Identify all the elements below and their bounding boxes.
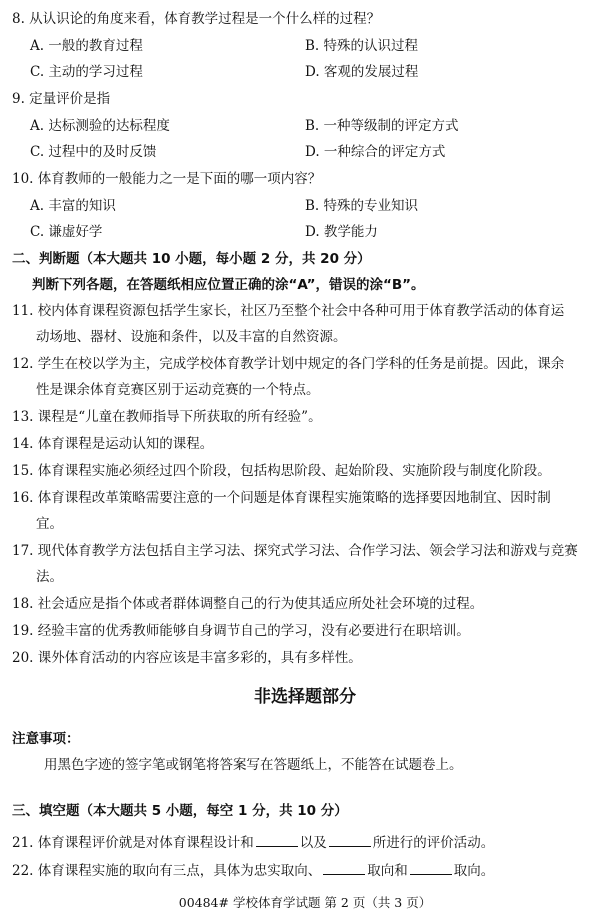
question-21-part3: 所进行的评价活动。: [372, 835, 495, 851]
option-9a: A. 达标测验的达标程度: [30, 118, 170, 134]
option-8c: C. 主动的学习过程: [30, 64, 143, 80]
question-12-line2: 性是课余体育竞赛区别于运动竞赛的一个特点。: [36, 382, 320, 398]
question-22: [12, 862, 610, 880]
option-9b: B. 一种等级制的评定方式: [305, 118, 459, 134]
answer-blank: [329, 834, 371, 847]
page-footer: 00484# 学校体育学试题 第 2 页（共 3 页）: [178, 895, 432, 910]
option-10c: C. 谦虚好学: [30, 224, 103, 240]
section2-heading: 二、判断题（本大题共 10 小题，每小题 2 分，共 20 分）: [12, 251, 371, 267]
section3-heading: 三、填空题（本大题共 5 小题，每空 1 分，共 10 分）: [12, 803, 348, 819]
option-8d: D. 客观的发展过程: [305, 64, 419, 80]
question-17-line1: 17. 现代体育教学方法包括自主学习法、探究式学习法、合作学习法、领会学习法和游戏与竞赛: [12, 543, 578, 559]
question-20: 20. 课外体育活动的内容应该是丰富多彩的，具有多样性。: [12, 650, 362, 666]
question-14: 14. 体育课程是运动认知的课程。: [12, 436, 214, 452]
question-21-part1: 21. 体育课程评价就是对体育课程设计和: [12, 835, 254, 851]
option-9c: C. 过程中的及时反馈: [30, 144, 157, 160]
question-13: 13. 课程是“儿童在教师指导下所获取的所有经验”。: [12, 409, 322, 425]
option-8b: B. 特殊的认识过程: [305, 38, 419, 54]
question-19: 19. 经验丰富的优秀教师能够自身调节自己的学习，没有必要进行在职培训。: [12, 623, 470, 639]
answer-blank: [256, 834, 298, 847]
question-22-part3: 取向。: [453, 863, 495, 879]
question-18: 18. 社会适应是指个体或者群体调整自己的行为使其适应所处社会环境的过程。: [12, 596, 484, 612]
question-8: 8. 从认识论的角度来看，体育教学过程是一个什么样的过程？: [12, 11, 381, 27]
notice-text: 用黑色字迹的签字笔或钢笔将答案写在答题纸上，不能答在试题卷上。: [44, 757, 463, 773]
option-10b: B. 特殊的专业知识: [305, 198, 419, 214]
notice-heading: 注意事项：: [12, 731, 80, 747]
option-8a: A. 一般的教育过程: [30, 38, 143, 54]
answer-blank: [323, 862, 365, 875]
question-16-line2: 宜。: [36, 516, 63, 532]
question-10: 10. 体育教师的一般能力之一是下面的哪一项内容？: [12, 171, 322, 187]
question-21: [12, 834, 610, 852]
question-12-line1: 12. 学生在校以学为主，完成学校体育教学计划中规定的各门学科的任务是前提。因此，课余: [12, 356, 565, 372]
question-22-part2: 取向和: [367, 863, 408, 879]
question-11-line2: 动场地、器材、设施和条件，以及丰富的自然资源。: [36, 329, 347, 345]
question-9: 9. 定量评价是指: [12, 91, 111, 107]
option-10d: D. 教学能力: [305, 224, 378, 240]
question-15: 15. 体育课程实施必须经过四个阶段，包括构思阶段、起始阶段、实施阶段与制度化阶段。: [12, 463, 551, 479]
question-21-part2: 以及: [299, 835, 327, 851]
answer-blank: [410, 862, 452, 875]
part-title: 非选择题部分: [254, 687, 356, 707]
question-17-line2: 法。: [36, 569, 63, 585]
option-10a: A. 丰富的知识: [30, 198, 116, 214]
option-9d: D. 一种综合的评定方式: [305, 144, 446, 160]
question-22-part1: 22. 体育课程实施的取向有三点，具体为忠实取向、: [12, 863, 322, 879]
question-16-line1: 16. 体育课程改革策略需要注意的一个问题是体育课程实施策略的选择要因地制宜、因时制: [12, 490, 551, 506]
question-11-line1: 11. 校内体育课程资源包括学生家长，社区乃至整个社会中各种可用于体育教学活动的体育运: [12, 303, 565, 319]
section2-instruction: 判断下列各题，在答题纸相应位置正确的涂“A”，错误的涂“B”。: [32, 277, 425, 293]
